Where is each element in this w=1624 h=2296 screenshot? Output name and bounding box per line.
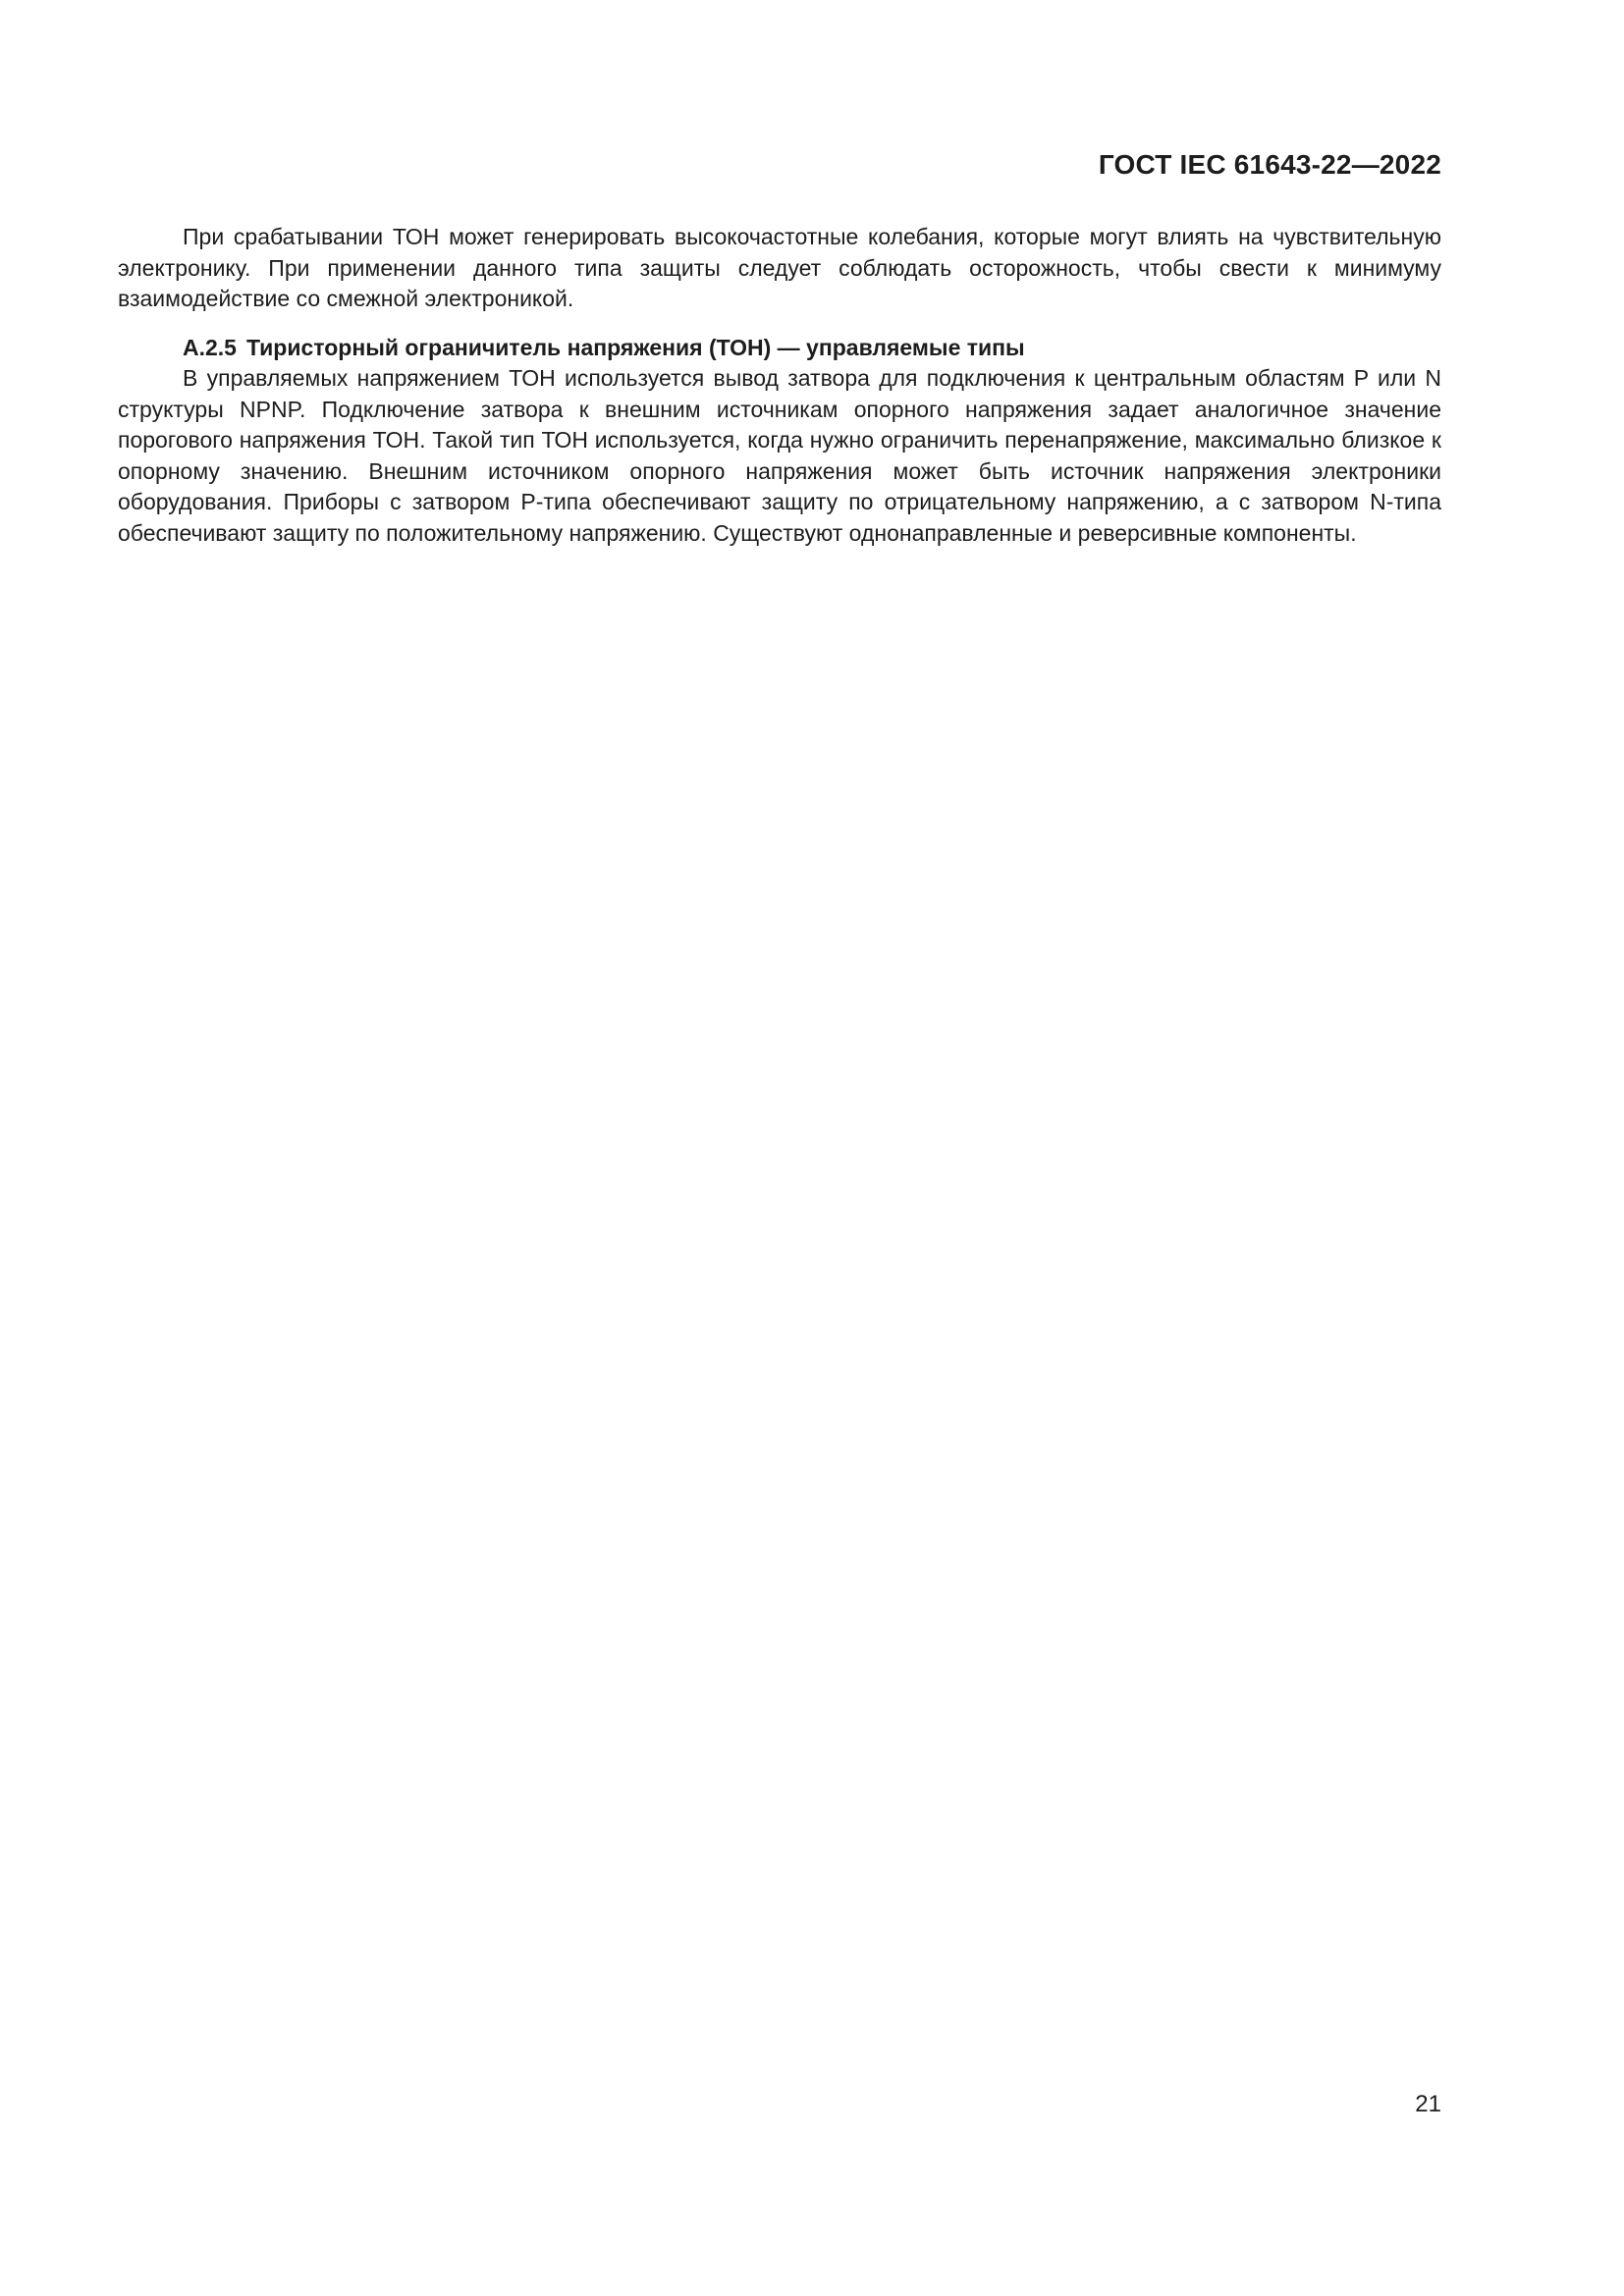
paragraph-ton-oscillations: При срабатывании ТОН может генерировать высокочастотные колебания, которые могут влиять на чувствительную электронику. При применении данного типа защиты следует соблюдать осторожность, чтобы свести к минимуму взаимодействие со смежной электроникой. bbox=[118, 224, 1441, 311]
section-number: А.2.5 bbox=[183, 334, 237, 360]
document-header: ГОСТ IEC 61643-22—2022 bbox=[1098, 149, 1441, 180]
page-number: 21 bbox=[1415, 2091, 1441, 2117]
section-heading-a-2-5 bbox=[118, 333, 1441, 364]
page-body bbox=[118, 222, 1441, 549]
section-title: Тиристорный ограничитель напряжения (ТОН) — управляемые типы bbox=[245, 334, 1025, 360]
paragraph-controlled-ton: В управляемых напряжением ТОН используется вывод затвора для подключения к центральным областям P или N структуры NPNP. Подключение затвора к внешним источникам опорного напряжения задает аналогичное значение порогового напряжения ТОН. Такой тип ТОН используется, когда нужно ограничить перенапряжение, максимально близкое к опорному значению. Внешним источником опорного напряжения может быть источник напряжения электроники оборудования. Приборы с затвором P-типа обеспечивают защиту по отрицательному напряжению, а с затвором N-типа обеспечивают защиту по положительному напряжению. Существуют однонаправленные и реверсивные компоненты. bbox=[118, 365, 1441, 546]
